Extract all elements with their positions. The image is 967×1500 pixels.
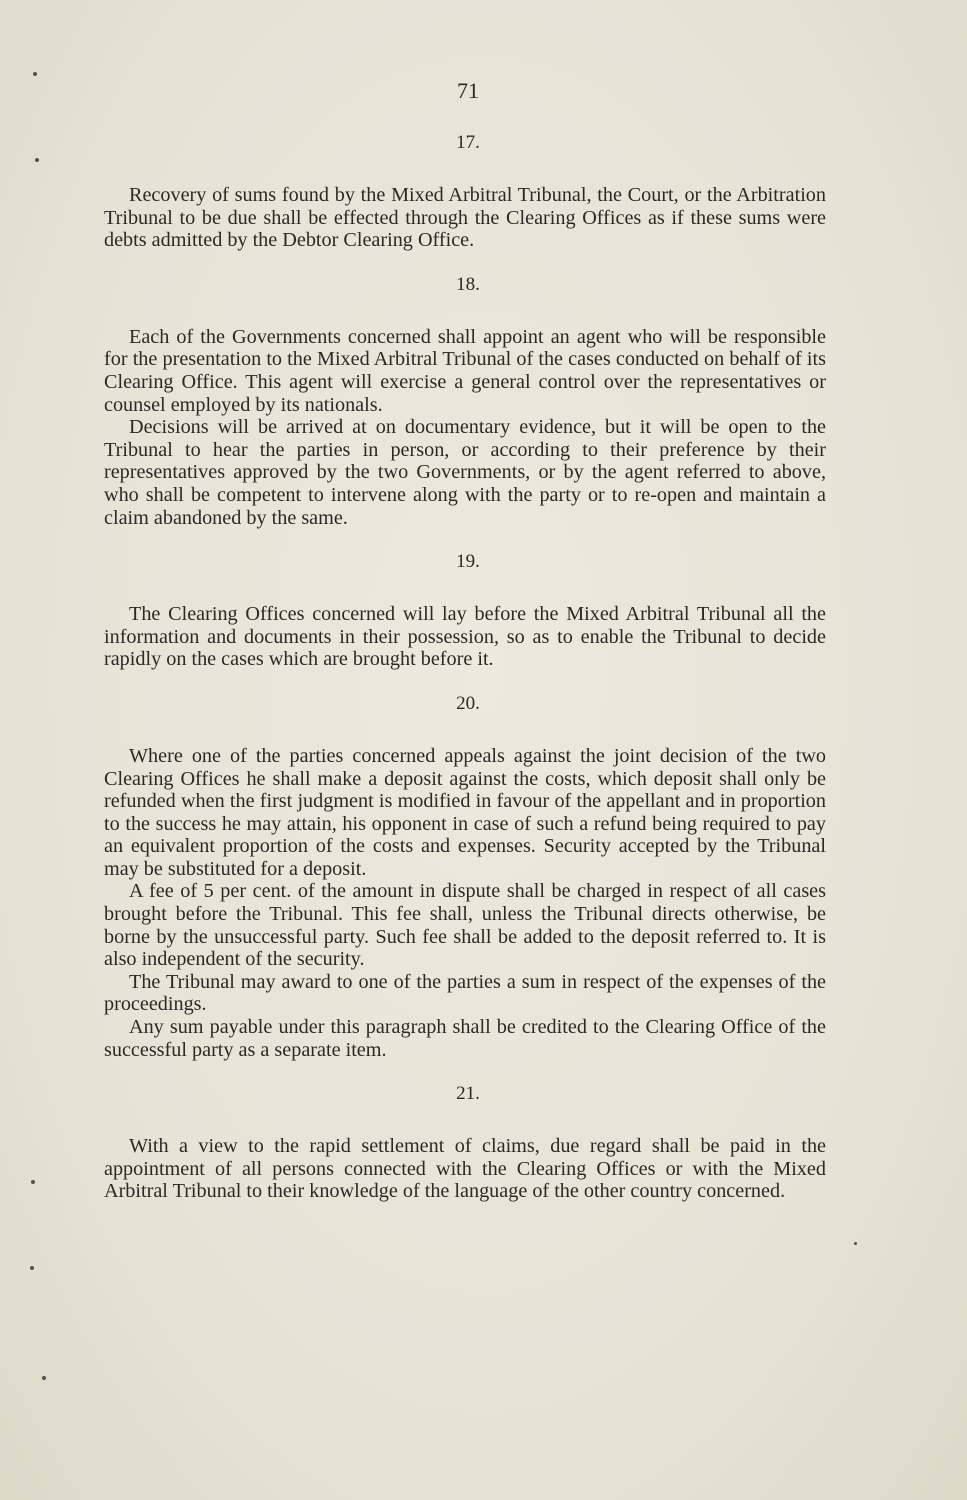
margin-speck	[42, 1376, 46, 1380]
paragraph: Where one of the parties concerned appeals against the joint decision of the two Clearing Offices he shall make a deposit against the costs, which deposit shall only be refunded when the first judgment is modified in favour of the appellant and in proportion to the success he may attain, his opponent in case of such a refund being required to pay an equivalent proportion of the costs and expenses. Security accepted by the Tribunal may be substituted for a deposit.	[104, 744, 826, 880]
page-number: 71	[457, 78, 479, 103]
paragraph: Decisions will be arrived at on documentary evidence, but it will be open to the Tribunal to hear the parties in person, or according to their preference by their representatives approved by the two Governments, or by the agent referred to above, who shall be competent to intervene along with the party or to re-open and maintain a claim abandoned by the same.	[104, 416, 826, 529]
section-number: 20.	[456, 692, 480, 714]
paragraph: The Clearing Offices concerned will lay before the Mixed Arbitral Tribunal all the information and documents in their possession, so as to enable the Tribunal to decide rapidly on the cases which are brought before it.	[104, 603, 826, 671]
section-19	[104, 551, 826, 671]
section-number: 17.	[456, 132, 480, 153]
section-number: 21.	[456, 1083, 480, 1105]
section-number: 18.	[456, 273, 480, 295]
paragraph: Recovery of sums found by the Mixed Arbitral Tribunal, the Court, or the Arbitration Tribunal to be due shall be effected through the Clearing Offices as if these sums were debts admitted by the Debtor Clearing Office.	[104, 184, 826, 252]
margin-speck	[31, 1180, 35, 1184]
section-18	[104, 274, 826, 529]
margin-speck	[854, 1242, 857, 1245]
section-20	[104, 693, 826, 1061]
section-17	[104, 132, 826, 252]
paragraph: With a view to the rapid settlement of claims, due regard shall be paid in the appointment of all persons connected with the Clearing Offices or with the Mixed Arbitral Tribunal to their knowledge of the language of the other country concerned.	[104, 1135, 826, 1203]
paragraph: A fee of 5 per cent. of the amount in dispute shall be charged in respect of all cases brought before the Tribunal. This fee shall, unless the Tribunal directs otherwise, be borne by the unsuccessful party. Such fee shall be added to the deposit referred to. It is also independent of the security.	[104, 880, 826, 971]
paragraph: Any sum payable under this paragraph shall be credited to the Clearing Office of the successful party as a separate item.	[104, 1016, 826, 1061]
section-21	[104, 1083, 826, 1203]
document-body	[104, 78, 826, 1225]
section-number: 19.	[456, 551, 480, 573]
margin-speck	[33, 72, 37, 76]
paragraph: The Tribunal may award to one of the parties a sum in respect of the expenses of the proceedings.	[104, 970, 826, 1016]
margin-speck	[35, 158, 39, 162]
paragraph: Each of the Governments concerned shall appoint an agent who will be responsible for the presentation to the Mixed Arbitral Tribunal of the cases conducted on behalf of its Clearing Office. This agent will exercise a general control over the representatives or counsel employed by its nationals.	[104, 325, 826, 416]
margin-speck	[30, 1266, 34, 1270]
